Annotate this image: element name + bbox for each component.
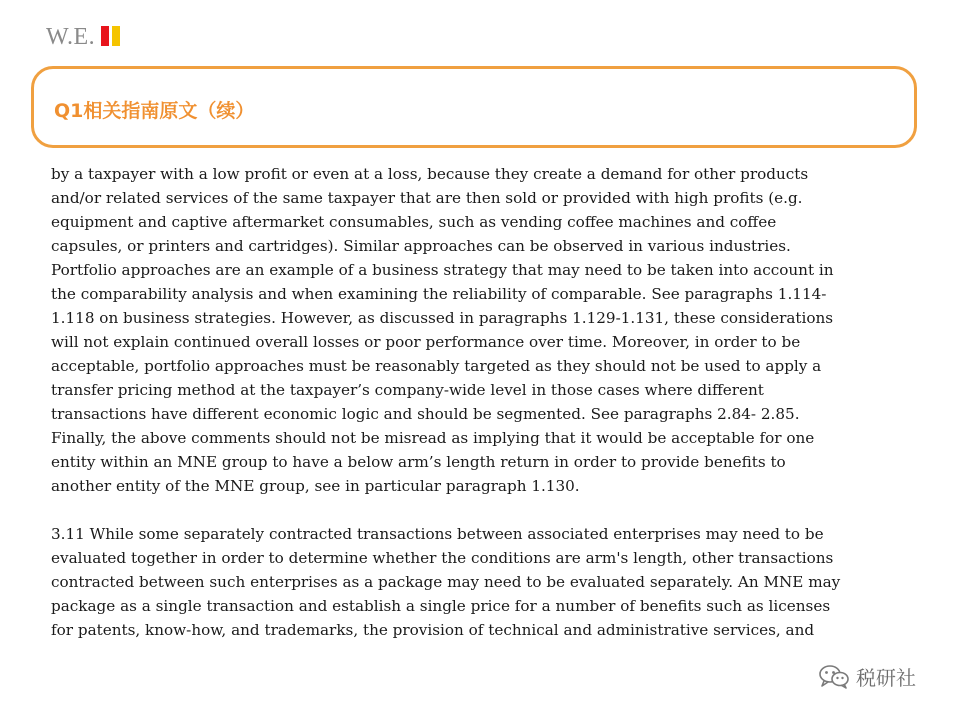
text-line: another entity of the MNE group, see in particular paragraph 1.130. (51, 477, 580, 495)
text-line: acceptable, portfolio approaches must be reasonably targeted as they should not be used to apply a (51, 357, 822, 375)
wechat-icon (818, 664, 850, 690)
text-line: equipment and captive aftermarket consumables, such as vending coffee machines and coffee (51, 213, 777, 231)
flag-bar-yellow (112, 26, 120, 46)
brand-logo (46, 24, 123, 51)
logo-text: W.E. (46, 24, 96, 50)
text-line: for patents, know-how, and trademarks, the provision of technical and administrative services, and (51, 621, 815, 639)
watermark-text: 税研社 (856, 666, 916, 690)
text-line: 1.118 on business strategies. However, as discussed in paragraphs 1.129-1.131, these considerations (51, 309, 834, 327)
text-line: transactions have different economic logic and should be segmented. See paragraphs 2.84- 2.85. (51, 405, 800, 423)
text-line: Finally, the above comments should not be misread as implying that it would be acceptable for one (51, 429, 815, 447)
flag-bar-red (101, 26, 109, 46)
page-title: Q1相关指南原文（续） (54, 100, 255, 122)
paragraph-continued (51, 162, 921, 498)
text-line: entity within an MNE group to have a below arm’s length return in order to provide benefits to (51, 453, 786, 471)
text-line: and/or related services of the same taxpayer that are then sold or provided with high profits (e.g. (51, 189, 803, 207)
paragraph-gap (51, 498, 921, 522)
watermark (818, 662, 916, 691)
text-line: the comparability analysis and when examining the reliability of comparable. See paragraphs 1.114- (51, 285, 827, 303)
text-line: Portfolio approaches are an example of a business strategy that may need to be taken into account in (51, 261, 834, 279)
text-line: capsules, or printers and cartridges). Similar approaches can be observed in various industries. (51, 237, 791, 255)
title-box (31, 66, 917, 148)
text-line: contracted between such enterprises as a package may need to be evaluated separately. An MNE may (51, 573, 841, 591)
text-line: will not explain continued overall losses or poor performance over time. Moreover, in order to be (51, 333, 801, 351)
flag-icon (101, 26, 123, 46)
text-line: transfer pricing method at the taxpayer’s company-wide level in those cases where different (51, 381, 764, 399)
text-line: package as a single transaction and establish a single price for a number of benefits such as licenses (51, 597, 831, 615)
document-body (51, 162, 921, 642)
text-line: by a taxpayer with a low profit or even at a loss, because they create a demand for other products (51, 165, 809, 183)
text-line: evaluated together in order to determine whether the conditions are arm's length, other transactions (51, 549, 834, 567)
paragraph-3-11 (51, 522, 921, 642)
text-line: 3.11 While some separately contracted transactions between associated enterprises may need to be (51, 525, 824, 543)
